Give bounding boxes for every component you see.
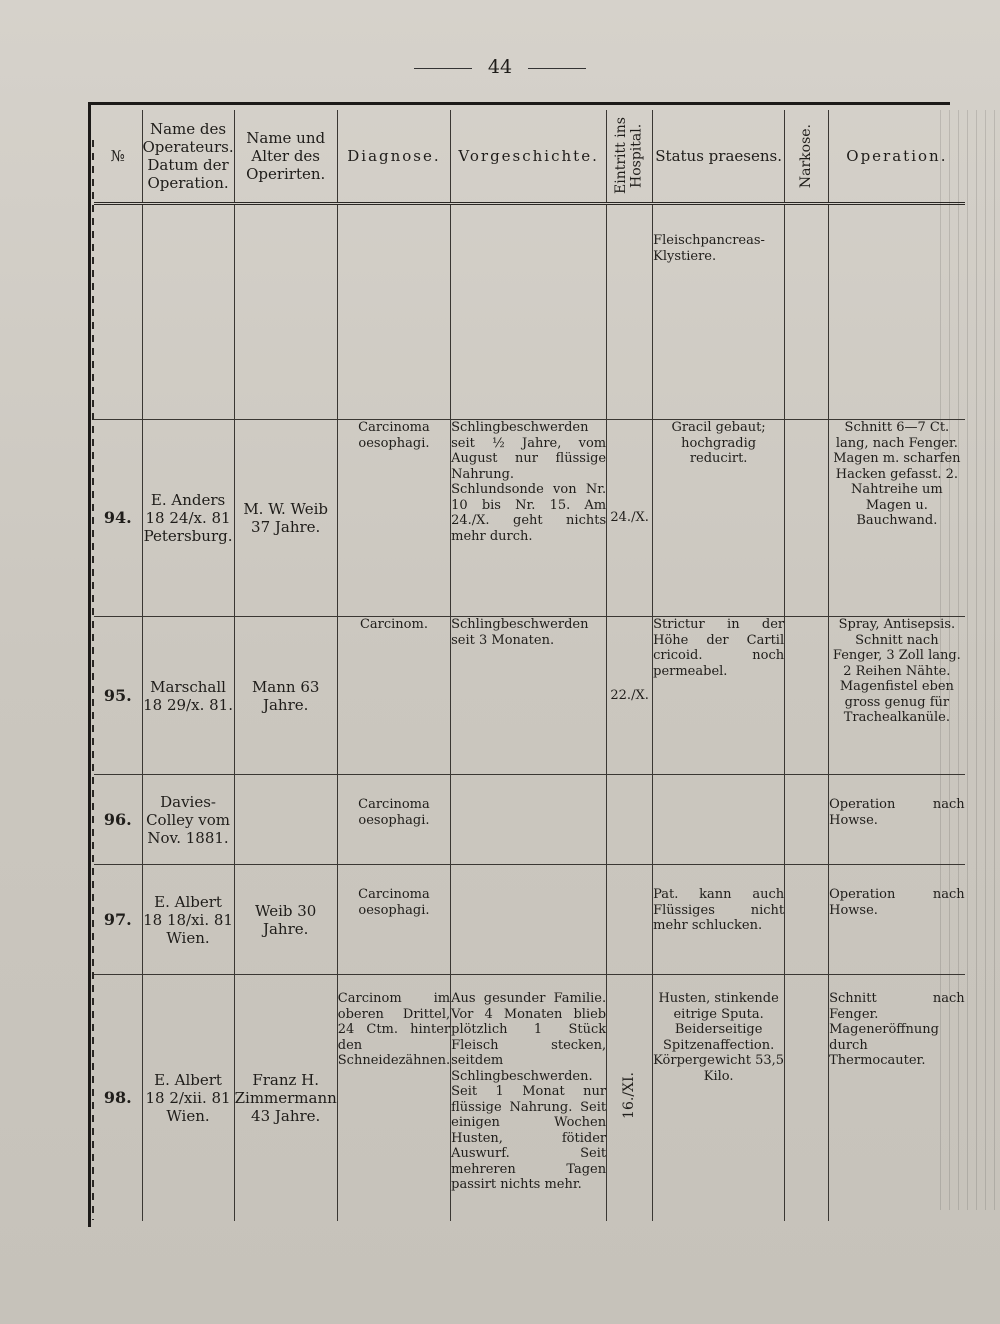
- row-status: Husten, stinkende eitrige Sputa. Beiderseitige Spitzenaffection. Körpergewicht 53,5 Kilo.: [653, 975, 785, 1221]
- table-row: [94, 975, 965, 1221]
- row-vorgeschichte: Schlingbeschwerden seit 3 Monaten.: [451, 617, 607, 775]
- row-diagnose: Carcinoma oesophagi.: [337, 865, 450, 975]
- table-row: [94, 617, 965, 775]
- table-row: [94, 420, 965, 617]
- header-eintritt-text: Eintritt ins Hospital.: [613, 117, 645, 195]
- row-status: Strictur in der Höhe der Cartil cricoid. noch permeabel.: [653, 617, 785, 775]
- row-diagnose: Carcinom.: [337, 617, 450, 775]
- row-operator: Marschall 18 29/x. 81.: [142, 617, 234, 775]
- header-diagnose: Diagnose.: [337, 110, 450, 204]
- row-operator: Davies-Colley vom Nov. 1881.: [142, 775, 234, 865]
- header-narkose: [785, 110, 829, 204]
- header-row: [94, 110, 965, 204]
- row-vorgeschichte: Aus gesunder Familie. Vor 4 Monaten blieb plötzlich 1 Stück Fleisch stecken, seitdem Schlingbeschwerden. Seit 1 Monat nur flüssige Nahrung. Seit einigen Wochen Husten, fötider Auswurf. Seit mehreren Tagen passirt nichts mehr.: [451, 975, 607, 1221]
- row-vorgeschichte: Schlingbeschwerden seit ½ Jahre, vom August nur flüssige Nahrung. Schlundsonde von Nr. 10 bis Nr. 15. Am 24./X. geht nichts mehr durch.: [451, 420, 607, 617]
- table-left-rule: [88, 102, 91, 1227]
- row-nr: 97.: [94, 865, 142, 975]
- table-row: [94, 204, 965, 420]
- row-operator: [142, 204, 234, 420]
- row-eintritt: [607, 204, 653, 420]
- header-narkose-text: Narkose.: [797, 123, 814, 189]
- row-eintritt: 24./X.: [607, 420, 653, 617]
- row-diagnose: Carcinoma oesophagi.: [337, 420, 450, 617]
- row-nr: 95.: [94, 617, 142, 775]
- row-narkose: [785, 617, 829, 775]
- row-narkose: [785, 204, 829, 420]
- header-patient: Name und Alter des Operirten.: [234, 110, 337, 204]
- row-operation: Schnitt nach Fenger. Mageneröffnung durch Thermocauter.: [829, 991, 965, 1068]
- row-narkose: [785, 775, 829, 865]
- header-operation: Operation.: [829, 110, 965, 204]
- row-patient: Franz H. Zimmermann 43 Jahre.: [234, 975, 337, 1221]
- table-row: [94, 865, 965, 975]
- row-eintritt: 22./X.: [607, 617, 653, 775]
- row-patient: Mann 63 Jahre.: [234, 617, 337, 775]
- row-status: [653, 775, 785, 865]
- row-status: Gracil gebaut; hochgradig reducirt.: [653, 420, 785, 617]
- table-row: [94, 775, 965, 865]
- row-status: Pat. kann auch Flüssiges nicht mehr schlucken.: [653, 865, 785, 975]
- row-operation: Spray, Antisepsis. Schnitt nach Fenger, 3 Zoll lang. 2 Reihen Nähte. Magenfistel eben gross genug für Trachealkanüle.: [829, 617, 965, 775]
- row-patient: [234, 204, 337, 420]
- row-operator: E. Albert 18 2/xii. 81 Wien.: [142, 975, 234, 1221]
- row-vorgeschichte: [451, 865, 607, 975]
- row-narkose: [785, 975, 829, 1221]
- row-status: Fleischpancreas-Klystiere.: [653, 204, 785, 420]
- row-nr: 98.: [94, 975, 142, 1221]
- row-eintritt: [607, 975, 653, 1221]
- row-eintritt: [607, 775, 653, 865]
- row-diagnose: [337, 204, 450, 420]
- row-narkose: [785, 865, 829, 975]
- row-patient: M. W. Weib 37 Jahre.: [234, 420, 337, 617]
- header-status: Status praesens.: [653, 110, 785, 204]
- row-operator: E. Anders 18 24/x. 81 Petersburg.: [142, 420, 234, 617]
- row-nr: 94.: [94, 420, 142, 617]
- header-operator: Name des Operateurs. Datum der Operation.: [142, 110, 234, 204]
- row-operation: Schnitt 6—7 Ct. lang, nach Fenger. Magen m. scharfen Hacken gefasst. 2. Nahtreihe um Magen u. Bauchwand.: [829, 420, 965, 617]
- row-vorgeschichte: [451, 204, 607, 420]
- row-operator: E. Albert 18 18/xi. 81 Wien.: [142, 865, 234, 975]
- row-nr: 96.: [94, 775, 142, 865]
- page-number-rule-left: [414, 68, 472, 69]
- row-operation: Operation nach Howse.: [829, 865, 965, 975]
- row-nr: [94, 204, 142, 420]
- table-top-rule: [88, 102, 950, 105]
- header-nr: №: [94, 110, 142, 204]
- row-patient: Weib 30 Jahre.: [234, 865, 337, 975]
- row-diagnose: Carcinoma oesophagi.: [337, 775, 450, 865]
- row-narkose: [785, 420, 829, 617]
- header-eintritt: [607, 110, 653, 204]
- row-eintritt-text: 16./XI.: [620, 1072, 637, 1119]
- row-operation: Operation nach Howse.: [829, 775, 965, 865]
- page-number: 44: [487, 56, 513, 78]
- page-number-rule-right: [528, 68, 586, 69]
- case-table: [94, 110, 965, 1221]
- row-eintritt: [607, 865, 653, 975]
- row-diagnose: Carcinom im oberen Drittel, 24 Ctm. hinter den Schneidezähnen.: [337, 975, 450, 1221]
- page-number-line: [0, 56, 1000, 78]
- row-operation: [829, 204, 965, 420]
- header-vorgeschichte: Vorgeschichte.: [451, 110, 607, 204]
- row-patient: [234, 775, 337, 865]
- row-vorgeschichte: [451, 775, 607, 865]
